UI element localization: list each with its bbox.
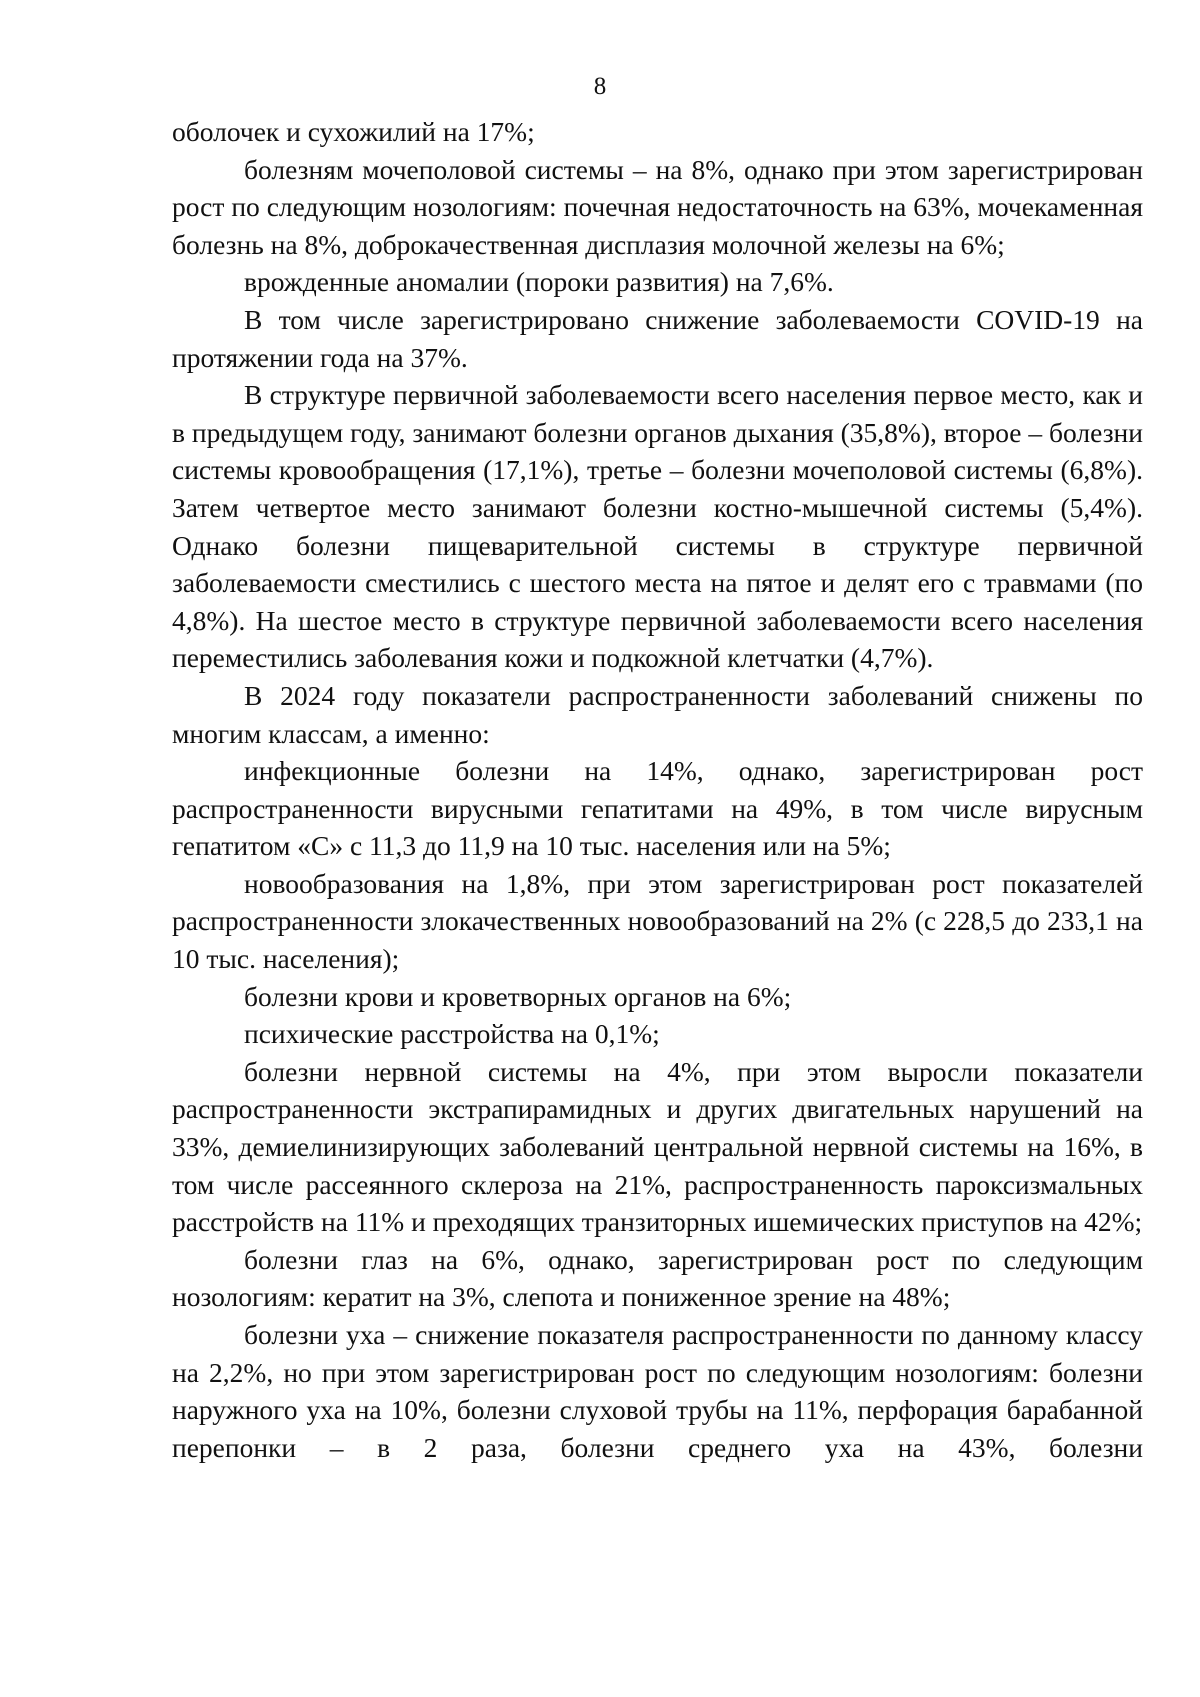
paragraph: психические расстройства на 0,1%; [244, 1018, 660, 1050]
paragraph: болезням мочеполовой системы – на 8%, однако при этом зарегистрирован рост по следующим нозологиям: почечная недостаточность на 63%, мочекаменная болезнь на 8%, доброкачественная дисплазия молочной железы на 6%; [172, 153, 1143, 260]
paragraph: болезни глаз на 6%, однако, зарегистрирован рост по следующим нозологиям: кератит на 3%, слепота и пониженное зрение на 48%; [172, 1243, 1143, 1313]
paragraph: болезни нервной системы на 4%, при этом выросли показатели распространенности экстрапирамидных и других двигательных нарушений на 33%, демиелинизирующих заболеваний центральной нервной системы на 16%, в том числе рассеянного склероза на 21%, распространенность пароксизмальных расстройств на 11% и преходящих транзиторных ишемических приступов на 42%; [172, 1055, 1143, 1238]
paragraph: В том числе зарегистрировано снижение заболеваемости COVID-19 на протяжении года на 37%. [172, 303, 1143, 373]
paragraph: инфекционные болезни на 14%, однако, зарегистрирован рост распространенности вирусными гепатитами на 49%, в том числе вирусным гепатитом «С» с 11,3 до 11,9 на 10 тыс. населения или на 5%; [172, 755, 1143, 862]
paragraph: болезни уха – снижение показателя распространенности по данному классу на 2,2%, но при этом зарегистрирован рост по следующим нозологиям: болезни наружного уха на 10%, болезни слуховой трубы на 11%, перфорация барабанной перепонки – в 2 раза, болезни среднего уха на 43%, болезни [172, 1319, 1143, 1463]
paragraph: В структуре первичной заболеваемости всего населения первое место, как и в предыдущем году, занимают болезни органов дыхания (35,8%), второе – болезни системы кровообращения (17,1%), третье – болезни мочеполовой системы (6,8%). Затем четвертое место занимают болезни костно-мышечной системы (5,4%). Однако болезни пищеварительной системы в структуре первичной заболеваемости сместились с шестого места на пятое и делят его с травмами (по 4,8%). На шестое место в структуре первичной заболеваемости всего населения переместились заболевания кожи и подкожной клетчатки (4,7%). [172, 379, 1143, 674]
paragraph: врожденные аномалии (пороки развития) на 7,6%. [244, 266, 834, 298]
paragraph: оболочек и сухожилий на 17%; [172, 116, 535, 147]
body-text [172, 113, 1143, 1466]
paragraph: В 2024 году показатели распространенности заболеваний снижены по многим классам, а именно: [172, 679, 1143, 749]
paragraph: болезни крови и кроветворных органов на 6%; [244, 980, 792, 1012]
paragraph: новообразования на 1,8%, при этом зарегистрирован рост показателей распространенности злокачественных новообразований на 2% (с 228,5 до 233,1 на 10 тыс. населения); [172, 867, 1143, 975]
page-number: 8 [593, 73, 607, 100]
